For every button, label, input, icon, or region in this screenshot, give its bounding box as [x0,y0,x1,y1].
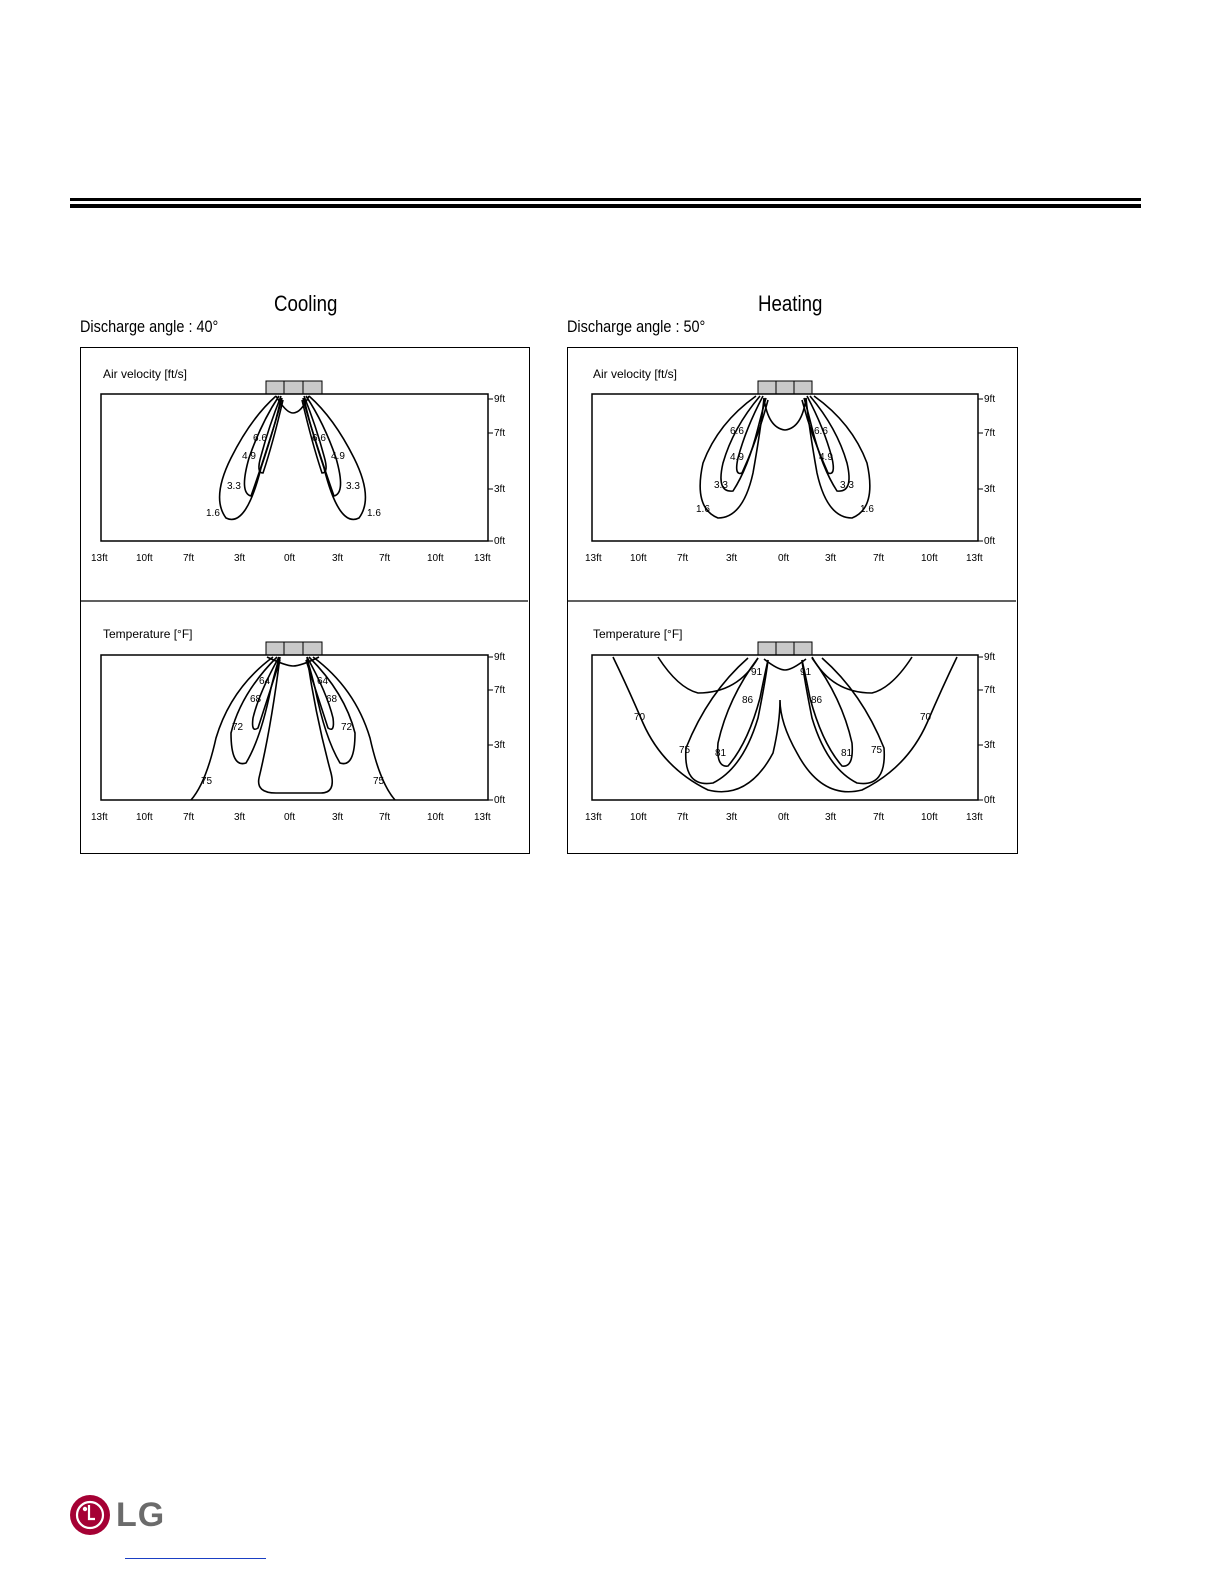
svg-text:0ft: 0ft [778,553,790,564]
svg-text:0ft: 0ft [284,812,296,823]
svg-text:7ft: 7ft [677,812,689,823]
svg-text:0ft: 0ft [984,795,996,806]
cooling-velocity-y-axis [488,394,505,547]
svg-text:3ft: 3ft [494,740,506,751]
heating-vel-label-8: 1.6 [860,504,874,515]
cooling-vel-label-6: 4.9 [331,451,345,462]
cooling-title: Cooling [274,291,338,316]
cooling-temp-label-8: 75 [373,776,385,787]
svg-text:3ft: 3ft [234,812,246,823]
cooling-temp-label-2: 68 [250,694,262,705]
lg-logo [70,1495,165,1535]
cooling-vel-label-2: 4.9 [242,451,256,462]
svg-text:9ft: 9ft [494,394,506,405]
svg-text:7ft: 7ft [379,553,391,564]
header-rule-top [70,198,1141,201]
lg-face-icon [70,1495,110,1535]
svg-text:3ft: 3ft [984,740,996,751]
cooling-velocity-label: Air velocity [ft/s] [103,367,188,381]
heating-temperature-x-axis [585,812,983,823]
svg-text:9ft: 9ft [984,652,996,663]
svg-text:10ft: 10ft [427,812,444,823]
svg-text:7ft: 7ft [677,553,689,564]
cooling-velocity-unit [266,381,322,394]
cooling-vel-label-8: 1.6 [367,508,381,519]
heating-temperature-y-axis [978,652,995,806]
heating-velocity-plot-area [592,394,978,541]
svg-text:7ft: 7ft [379,812,391,823]
svg-text:7ft: 7ft [183,812,195,823]
lg-logo-text: LG [116,1495,166,1534]
heating-vel-label-7: 3.3 [840,480,854,491]
svg-text:10ft: 10ft [630,553,647,564]
cooling-temp-label-7: 72 [341,722,353,733]
svg-text:13ft: 13ft [585,553,602,564]
heating-diagram-box [567,347,1018,854]
heating-temp-label-8: 81 [841,748,853,759]
cooling-temperature-unit [266,642,322,655]
cooling-temperature-contours [191,657,395,800]
heating-temp-label-7: 86 [811,695,823,706]
svg-text:13ft: 13ft [474,553,491,564]
svg-text:7ft: 7ft [873,553,885,564]
cooling-diagram-box [80,347,530,854]
svg-text:3ft: 3ft [332,553,344,564]
svg-text:13ft: 13ft [966,812,983,823]
heating-temp-label-1: 91 [751,667,763,678]
cooling-temperature-x-axis [91,812,491,823]
heating-discharge-angle: Discharge angle : 50° [567,317,706,336]
cooling-temp-label-6: 68 [326,694,338,705]
heating-velocity-contours [700,396,870,518]
heating-velocity-y-axis [978,394,995,547]
svg-text:3ft: 3ft [825,553,837,564]
svg-text:10ft: 10ft [136,812,153,823]
svg-text:0ft: 0ft [284,553,296,564]
svg-text:13ft: 13ft [585,812,602,823]
cooling-temperature-y-axis [488,652,505,806]
heating-temp-label-6: 91 [800,667,812,678]
heating-vel-label-6: 4.9 [819,452,833,463]
heating-velocity-x-axis [585,553,983,564]
cooling-vel-label-5: 6.6 [312,433,326,444]
cooling-discharge-angle: Discharge angle : 40° [80,317,219,336]
heating-vel-label-2: 4.9 [730,452,744,463]
svg-text:9ft: 9ft [494,652,506,663]
cooling-vel-label-7: 3.3 [346,481,360,492]
heating-velocity-unit [758,381,812,394]
svg-text:7ft: 7ft [873,812,885,823]
heating-temp-label-2: 86 [742,695,754,706]
heating-vel-label-4: 1.6 [696,504,710,515]
cooling-temp-label-1: 64 [259,676,271,687]
cooling-diagram [81,348,528,852]
heating-temp-label-4: 75 [679,745,691,756]
cooling-vel-label-4: 1.6 [206,508,220,519]
svg-text:13ft: 13ft [966,553,983,564]
heating-temp-label-5: 70 [634,712,646,723]
heating-temp-label-10: 70 [920,712,932,723]
heating-velocity-label: Air velocity [ft/s] [593,367,678,381]
heating-title: Heating [758,291,823,316]
svg-text:3ft: 3ft [825,812,837,823]
header-rule-bottom [70,204,1141,208]
heating-vel-label-1: 6.6 [730,426,744,437]
svg-text:7ft: 7ft [984,685,996,696]
svg-text:0ft: 0ft [984,536,996,547]
svg-text:3ft: 3ft [332,812,344,823]
footer-link-underline[interactable] [125,1558,266,1559]
cooling-temp-label-5: 64 [317,676,329,687]
heating-diagram [568,348,1016,852]
cooling-temp-label-4: 75 [201,776,213,787]
cooling-vel-label-1: 6.6 [253,433,267,444]
svg-text:3ft: 3ft [984,484,996,495]
svg-text:10ft: 10ft [136,553,153,564]
heating-vel-label-5: 6.6 [814,426,828,437]
svg-text:0ft: 0ft [778,812,790,823]
cooling-temperature-plot-area [101,655,488,800]
svg-text:0ft: 0ft [494,795,506,806]
cooling-vel-label-3: 3.3 [227,481,241,492]
svg-text:3ft: 3ft [234,553,246,564]
heating-temp-label-3: 81 [715,748,727,759]
heating-temperature-contours [613,657,957,792]
svg-text:7ft: 7ft [984,428,996,439]
svg-text:10ft: 10ft [921,553,938,564]
cooling-velocity-x-axis [91,553,491,564]
svg-text:13ft: 13ft [474,812,491,823]
svg-text:10ft: 10ft [921,812,938,823]
svg-text:10ft: 10ft [630,812,647,823]
cooling-velocity-plot-area [101,394,488,541]
svg-text:10ft: 10ft [427,553,444,564]
svg-text:7ft: 7ft [183,553,195,564]
cooling-temperature-label: Temperature [°F] [103,627,193,641]
heating-vel-label-3: 3.3 [714,480,728,491]
svg-text:13ft: 13ft [91,553,108,564]
cooling-temp-label-3: 72 [232,722,244,733]
svg-text:9ft: 9ft [984,394,996,405]
svg-text:3ft: 3ft [726,812,738,823]
svg-text:13ft: 13ft [91,812,108,823]
svg-text:0ft: 0ft [494,536,506,547]
svg-text:7ft: 7ft [494,428,506,439]
heating-temperature-unit [758,642,812,655]
svg-text:3ft: 3ft [726,553,738,564]
svg-text:7ft: 7ft [494,685,506,696]
heating-temperature-label: Temperature [°F] [593,627,683,641]
svg-text:3ft: 3ft [494,484,506,495]
heating-temp-label-9: 75 [871,745,883,756]
